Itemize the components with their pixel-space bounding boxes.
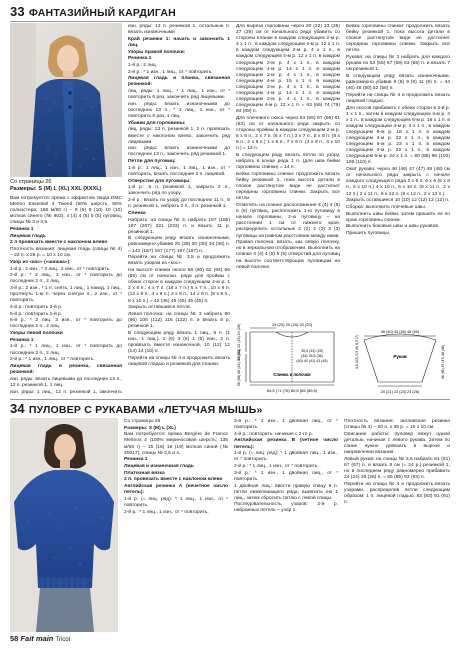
sleeve-bottom-measure: 20 (21) 22 (23) 24 (25) [380,390,420,394]
instruction-row: 1-й р.: 1 лиц., 1 изн., 1 лиц., 1 изн., от * повторить, вязать последние 2 п. лицевой. [128,165,230,177]
section-title: ФАНТАЗИЙНЫЙ КАРДИГАН [28,7,176,19]
stitch-heading: Узоры левой полочки [10,331,63,337]
instruction-row: изн. ряды: 13 п. резинкой 1, остальные п. вязать изнаночными [128,24,230,36]
header-rule [10,21,450,22]
instruction-row: В следующем ряду вязать изнаночными, равномерно убавив 25 (28) 30 (30) 34 (36) п. = 142 (157) 167 (177) 187 (197) п. [128,236,230,254]
instruction-row: 1-й р. (= лиц. ряд): * 1 двойная лиц., 1 изн., от * повторить. [234,451,338,463]
page-footer [10,634,70,643]
instruction-row: Закрыть оставшиеся петли. [128,305,191,311]
instruction-row: 2-й р.: вязать по узору до последних 11 п., 8 п. резинкой 1, набрать 2 п., 3 п. резинкой 1. [128,198,230,210]
section-34-rule [10,399,450,400]
instruction-row: 2-й р.: * 2 лиц., 3 изн., от * повторить до последних 2 п., 2 лиц. [10,273,122,285]
instruction-row: 3-й р.: * 1 изн., 1 двойная лиц., от * повторить. [234,419,338,431]
instruction-row: В следующем ряду вязать изнаночными, равномерно убавив 9 (9) 9 (9) 11 (9) п. = 44 (46) 48 (50) 52 (56) п. [346,73,450,92]
section-34-column-2 [234,419,338,631]
stitch-heading: Узоры правой полочки: [128,49,186,55]
sleeve-top-measure: 36 (40) 44 (46) 48 (50) [380,330,420,334]
mid-measure-1: 30,5 (33) (25) [301,349,323,353]
stitch-heading: Петли для пуговиц: [128,159,176,165]
instruction-row: изн. ряды: вязать изнаночными до последних 13 п., * 1 лиц., 1 изн., от * повторить 6 раз, 1 лиц. [128,101,230,120]
instruction-row: изн. ряды: вязать лицевыми до последних 13 п., 12 п. резинкой 1, 1 лиц. [10,376,122,388]
instruction-row: 4-й р.: повторить, начиная с 2-го р. [234,431,313,437]
materials-paragraph: Вам потребуется: пряжа Bergère de France Merinos 4 (100% мериносовая шерсть; 135 м/50 г) – 15 (16) 18 (19) мотков синей (№ 20017); спицы № 3,5 и 4. [124,432,228,456]
stitch-heading: Спинка [128,210,146,216]
instruction-row: Последовательность узоров: 2-й р. набранных петель – узор 1. [234,502,338,514]
section-33-caption [10,179,122,193]
stitch-heading: 2 п. провязать вместе с наклоном влево [124,477,223,483]
gauge-paragraph: Плотность вязания: английская резинка (спицы № 4) – 20 п. х 35 р. = 10 х 10 см. [344,419,450,431]
section-34-column-1 [124,419,228,631]
caption-sizes: Размеры: S (M) L (XL) XXL (XXXL) [10,186,102,192]
sleeve-right-measure: 46 (46) 47 (47) 48 (48) [441,344,445,380]
section-34-column-3 [344,419,450,631]
stitch-heading: Лицевая гладь и планка, связанная резинкой: [128,76,230,88]
instruction-row: 2-й р.: * 1 изн., 1 лиц., от * повторить. [10,357,95,363]
instruction-row: 3-й р.: 2 изн., * 1 п. снять, 1 лиц., 1 накид, 1 лиц., протянуть 1-ю п. через снятую п., 2 изн., от * повторить. [10,286,122,304]
instruction-row: Окат рукава: через 46 (46) 47 (47) 48 (48) см от начального ряда закрыть с начале каждого следующего ряда 2 х 5 п. 6 х 6 (6 х 8 п., 6 х 10 п.) 4 х 10 п., 6 х 10 п. (8 х 11 п., 2 х 12 п.) 2 х 11 п., 6 х 12 п. (6 х 12 п., 2 х 13 п.). [346,167,450,197]
instruction-row: 6-й р.: * 2 лиц. 3 изн., от * повторить до последних 2 п., 2 лиц. [10,318,122,330]
instruction-row: лиц. ряды: 13 п. резинкой 1, 2 п. провязать вместе с наклоном влево, закончить ряд лицевыми. [128,127,230,145]
section-33-column-4 [346,24,450,318]
stitch-heading: Платочная вязка [124,470,165,476]
instruction-row: В следующем ряду вязать петли по узору, набрать в конце ряда 1 п. (для шва бейки горловины спинки) = 14 п. [236,153,340,171]
stitch-heading: Резинка 1 [124,457,148,463]
sleeve-left-measure: 4,5 (4,5) 5,5 (6) 6,5 (7) [355,334,359,370]
instruction-row: Выполнить швы бейки, затем пришить ее по краю горловины спинки. [346,211,450,223]
gauge-paragraph: Плотность вязания: лицевая гладь (спицы № 4) – 22 п. х 28 р. = 10 х 10 см. [10,247,122,259]
stitch-heading: Лицевая гладь и резинка, связанная резинкой: [10,363,122,376]
section-number: 34 [10,401,25,416]
stitch-heading: Отверстие для пуговицы: [128,178,191,184]
sleeve-schematic [350,322,450,396]
page-number: 58 [10,634,19,643]
instruction-row: Левая полочка: на спицы № 3 набрать 90 (96) 106 (112) 116 (122) п. и вязать 8 р. резинкой 1. [128,311,230,330]
instruction-row: изн. ряды: вязать изнаночными до последних 13 п., закончить ряд резинкой 1. [128,146,230,158]
instruction-row: Бейка горловины спинки: продолжить вязать бейку резинкой 1, пока высота детали в спокое растянутом виде не достигнет середины горловины спинки. Закрыть все петли. [346,24,450,54]
instruction-row: Перейти на спицы № 4 и продолжить вязать узорами, распределив петли следующим образом: 1 п. лицевой гладью, 83 (83) 91 (91) п. [344,481,450,505]
instruction-row: 1-й р.: 2 изн., * 3 лиц., 2 изн., от * повторить. [10,266,111,272]
top-measure: 19 (20) 20 (20) 20 (20) [271,322,313,327]
stitch-heading: Английская резинка В (четное число петель): [234,438,338,450]
instruction-row: Закрыть оставшиеся 10 (10) 12 (12) 12 (12) п. [346,198,450,204]
instruction-row: 1-й р.: 2 лиц. [128,62,158,68]
section-33-column-1 [10,196,122,394]
instruction-row: Правая полочка: вязать, как левую полочку, но в зеркальном отображении. Выполнить на планке 4 (4) 4 (5) 5 (5) отверстий для пуговиц на высоте соответствующих пуговицам на левой полочке. [236,240,340,270]
mid-measure-2: (34) 35,5 (36) [301,354,323,358]
stitch-heading: Резинка 1 [10,337,34,343]
instruction-row: 1-й р.: 5 п. резинкой 1, закрыть 2 п., закончить ряд по узору. [128,185,230,197]
section-33-column-3 [236,24,340,318]
instruction-row: Набрать: на спицы № 3, набрать 167 (185) 197 (207) 221 (233) п. и вязать 11 р. резинкой 1. [128,217,230,235]
materials-paragraph: Вам потребуется: пряжа с эффектом твида DMC Merino Essentiel 4 Tweed (50% шерсть, 50% полиэстера; 165 м/50 г) – 8 (9) 9 (10) 10 (10) мотков синего (№ 903); 4 (4) 4 (5) 5 (5) пуговиц; спицы № 3 и 3,5. [10,196,122,226]
body-schematic [236,322,350,396]
section-title: ПУЛОВЕР С РУКАВАМИ «ЛЕТУЧАЯ МЫШЬ» [28,404,263,416]
instruction-row: Для скосов прибавить с обеих сторон в 2-й р. 1 х 1 п., затем в каждом следующем 4-м р. 4 х 1 п., в каждом следующем 6-м р. 16 х 1 п. в каждом следующем 4-м р. 4 х 1 п., в каждом следующем 6-м р. 18 х 1 п. в каждом следующем 4-м р. 22 х 1 п., в каждом следующем 6-м р. 23 х 1 п. в каждом следующем 4-м р. 22 х 1 п., в каждом следующем 6-м р. 24 х 1 п. = 80 (88) 96 (102) 106 (110) п. [346,105,450,166]
instruction-row: Описание работы: пуловер вяжут одной деталью, начиная с левого рукава. Затем по спине нужно довязать в вырезе и направлении вязания. [344,431,450,456]
stitch-heading: Убавки для горловины: [128,120,186,126]
instruction-row: В следующем ряду вязать 1 лиц., 6 п. (1 изн., 1 лиц.), 2 (5) 3 (6) 1 (5) изн., 2 п. провязать вместе изнаночной, 10 (12) 12 (14) 14 (16) п. [128,330,230,355]
pullover-photo-illustration [10,418,118,632]
stitch-heading: Край резинки 1: начать и закончить 1 лиц. [128,36,230,48]
caption-source: Со страницы 26 [124,419,161,424]
mid-measure-3: (40) 40 (41) 43 (45) [296,359,328,363]
instruction-row: 1-й р.: * 1 лиц., 1 изн., от * повторить до последних 2 п., 2 лиц. [10,344,122,356]
caption-source: Со страницы 26 [10,179,52,185]
instruction-row: Выполнить боковые швы и швы рукавов. [346,224,440,230]
instruction-row: Перейти на спицы № 3,5 и продолжить вязать узором из «кос». [128,255,230,267]
instruction-row: Сборка: выполнить плечевые швы. [346,204,427,210]
left-measure-top: 19 (21) 22 (23) 24 (26) [237,323,241,361]
section-34-title [10,401,262,416]
stitch-heading: Резинка 1 [10,227,34,233]
cardigan-photo-illustration [10,23,122,177]
instruction-row: Рукава: на спицы № 3 набрать для каждого рукава по 53 (55) 57 (59) 63 (65) п. и вязать 7 см резинкой 1. [346,55,450,73]
instruction-row: изн. ряды: 1 лиц., 12 п. резинкой 1, закончить [10,389,122,394]
instruction-row: 2-й р.: * 1 изн., 1 лиц., от * повторить. [128,69,213,75]
instruction-row: 1 двойная лиц.: ввести правую спицу в п. петли нижележащего ряда, вывязать ею 1 лиц., затем сбросить петлю с левой спицы. [234,483,338,501]
stitch-heading: Узор из «кос» («шишка»): [10,259,71,265]
section-33-title [10,4,176,19]
instruction-row: 5-й р.: повторить 1-й р. [10,311,63,317]
instruction-row: 4-й р.: повторить 2-й р. [10,304,63,310]
cardigan-photo [10,23,122,177]
instruction-row: лиц. ряды: 1 лиц., * 1 лиц., 1 изн., от * повторить 6 раз, закончить ряд лицевыми. [128,89,230,101]
instruction-row: Для плечевого скоса через 53 (55) 57 (59) 61 (63) см от начального ряда закрыть со стороны проймы в каждом следующем 2-м р. 6 х 6 п., 2 х 7 п. (6 х 7 п.) 3 х 7 п., 5 х 8 п. (8 х 8 п., 2 х 9 п.) 1 х 8 п., 7 х 9 п. (4 х 9 п., 4 х 10 п.) = 13 п. [236,116,340,152]
instruction-row: Пришить пуговицы. [346,231,391,237]
instruction-row: Для выреза горловины через 20 (22) 23 (25) 27 (29) см от начального ряда убавить со стороны планки в каждом следующем 2-м р. 4 х 1 п., в каждом следующем 4-м р. 12 х 1 п. в каждом следующем 2-м р. 4 х 1 п., в каждом следующем 4-м р. 12 х 1 п. в каждом следующем 2-м р. 4 х 1 п., в каждом следующем 4-м р. 14 х 1 п. в каждом следующем 2-м р. 4 х 1 п., в каждом следующем 4-м р. 15 х 1 п. в каждом следующем 2-м р. 4 х 1 п., в каждом следующем 4-м р. 14 х 1 п. в каждом следующем 2-м р. 4 х 1 п., в каждом следующем 4-м р. 12 х 1 п. = 63 (66) 74 (79) 84 (89) п. [236,24,340,115]
instruction-row: 3-й р.: * 1 изн., 1 двойная лиц., от * повторить. [234,470,338,482]
instruction-row: Перейти на спицы № 4 и продолжить вязать лицевой гладью и резинкой для планки. [128,355,230,367]
bottom-measure: 64,5 (71 (76) 80,5 (85 (89,5) [266,388,318,393]
instruction-row: 2-й р.: * 1 лиц., 1 изн., от * повторить. [124,509,209,515]
instruction-row: Бейка горловины спинки: продолжить вязать бейку резинкой 1, пока высота детали в спокое растянутом виде не достигнет середины горловины спинки. Закрыть все петли. [236,172,340,202]
body-label: Спинка и полочки [273,372,311,377]
section-number: 33 [10,4,25,19]
sleeve-label: Рукав [393,354,407,359]
instruction-row: Перейти на спицы № 4 и продолжить вязать лицевой гладью. [346,92,450,104]
stitch-heading: Английская резинка А (нечетное число петель): [124,484,228,496]
section-33-column-2 [128,24,230,394]
instruction-row: 2-й р.: * 1 лиц., 1 изн., от * повторить. [234,464,319,470]
stitch-heading: Лицевая гладь [10,233,46,239]
left-measure-bottom: 56 (58) 60 (62) 64 (66) [237,349,241,387]
instruction-row: 1-й р. (= лиц. ряд): * 1 лиц., 1 изн., от * повторить. [124,496,228,508]
instruction-row: Отметить на планке расположение 4 (4) 4 (5) 5 (5) пуговиц, расположить 1-ю пуговицу в начале горловины, 2-ю пуговицу – на расстоянии 1 см от нижнего края, распределить остальные 2 (2) 2 (3) 3 (3) пуговицы на равном расстоянии между ними. [236,203,340,239]
brand-name: Fait main [20,634,54,643]
stitch-heading: 2 л провязать вместе с наклоном влево [10,240,108,246]
brand-suffix: Tricot [55,637,71,643]
stitch-heading: Резинка 1 [128,56,152,62]
caption-sizes: Размеры: S (M) L (XL) [124,425,176,431]
instruction-row: Левый рукав: на спицы № 3,5 набрать 61 (61) 67 (67) п. и вязать 8 см (= 24 р.) резинкой 1, но в последнем ряду равномерно прибавить 24 (24) 26 (26) п. = 85 (85) 93 (93) п. [344,456,450,481]
stitch-heading: Лицевая и изнаночная гладь [124,464,194,470]
instruction-row: На высоте спинки около 58 (60) 62 (64) 66 (68) см от начальн. ряда для проймы с обеих сторон в каждом следующем 2-м р. 1 2 х 6 п., 4 х 7 п. (16 х 7 п.) 6 х 7 п., 10 х 8 п. (12 х 8 п., 4 х 9 п.) 2 х 8 п., 14 х 9 п. (8 х 9 п., 8 х 10 п.) = 42 (45) 45 (45) 45 (45) п. [128,268,230,304]
pullover-photo [10,418,118,632]
